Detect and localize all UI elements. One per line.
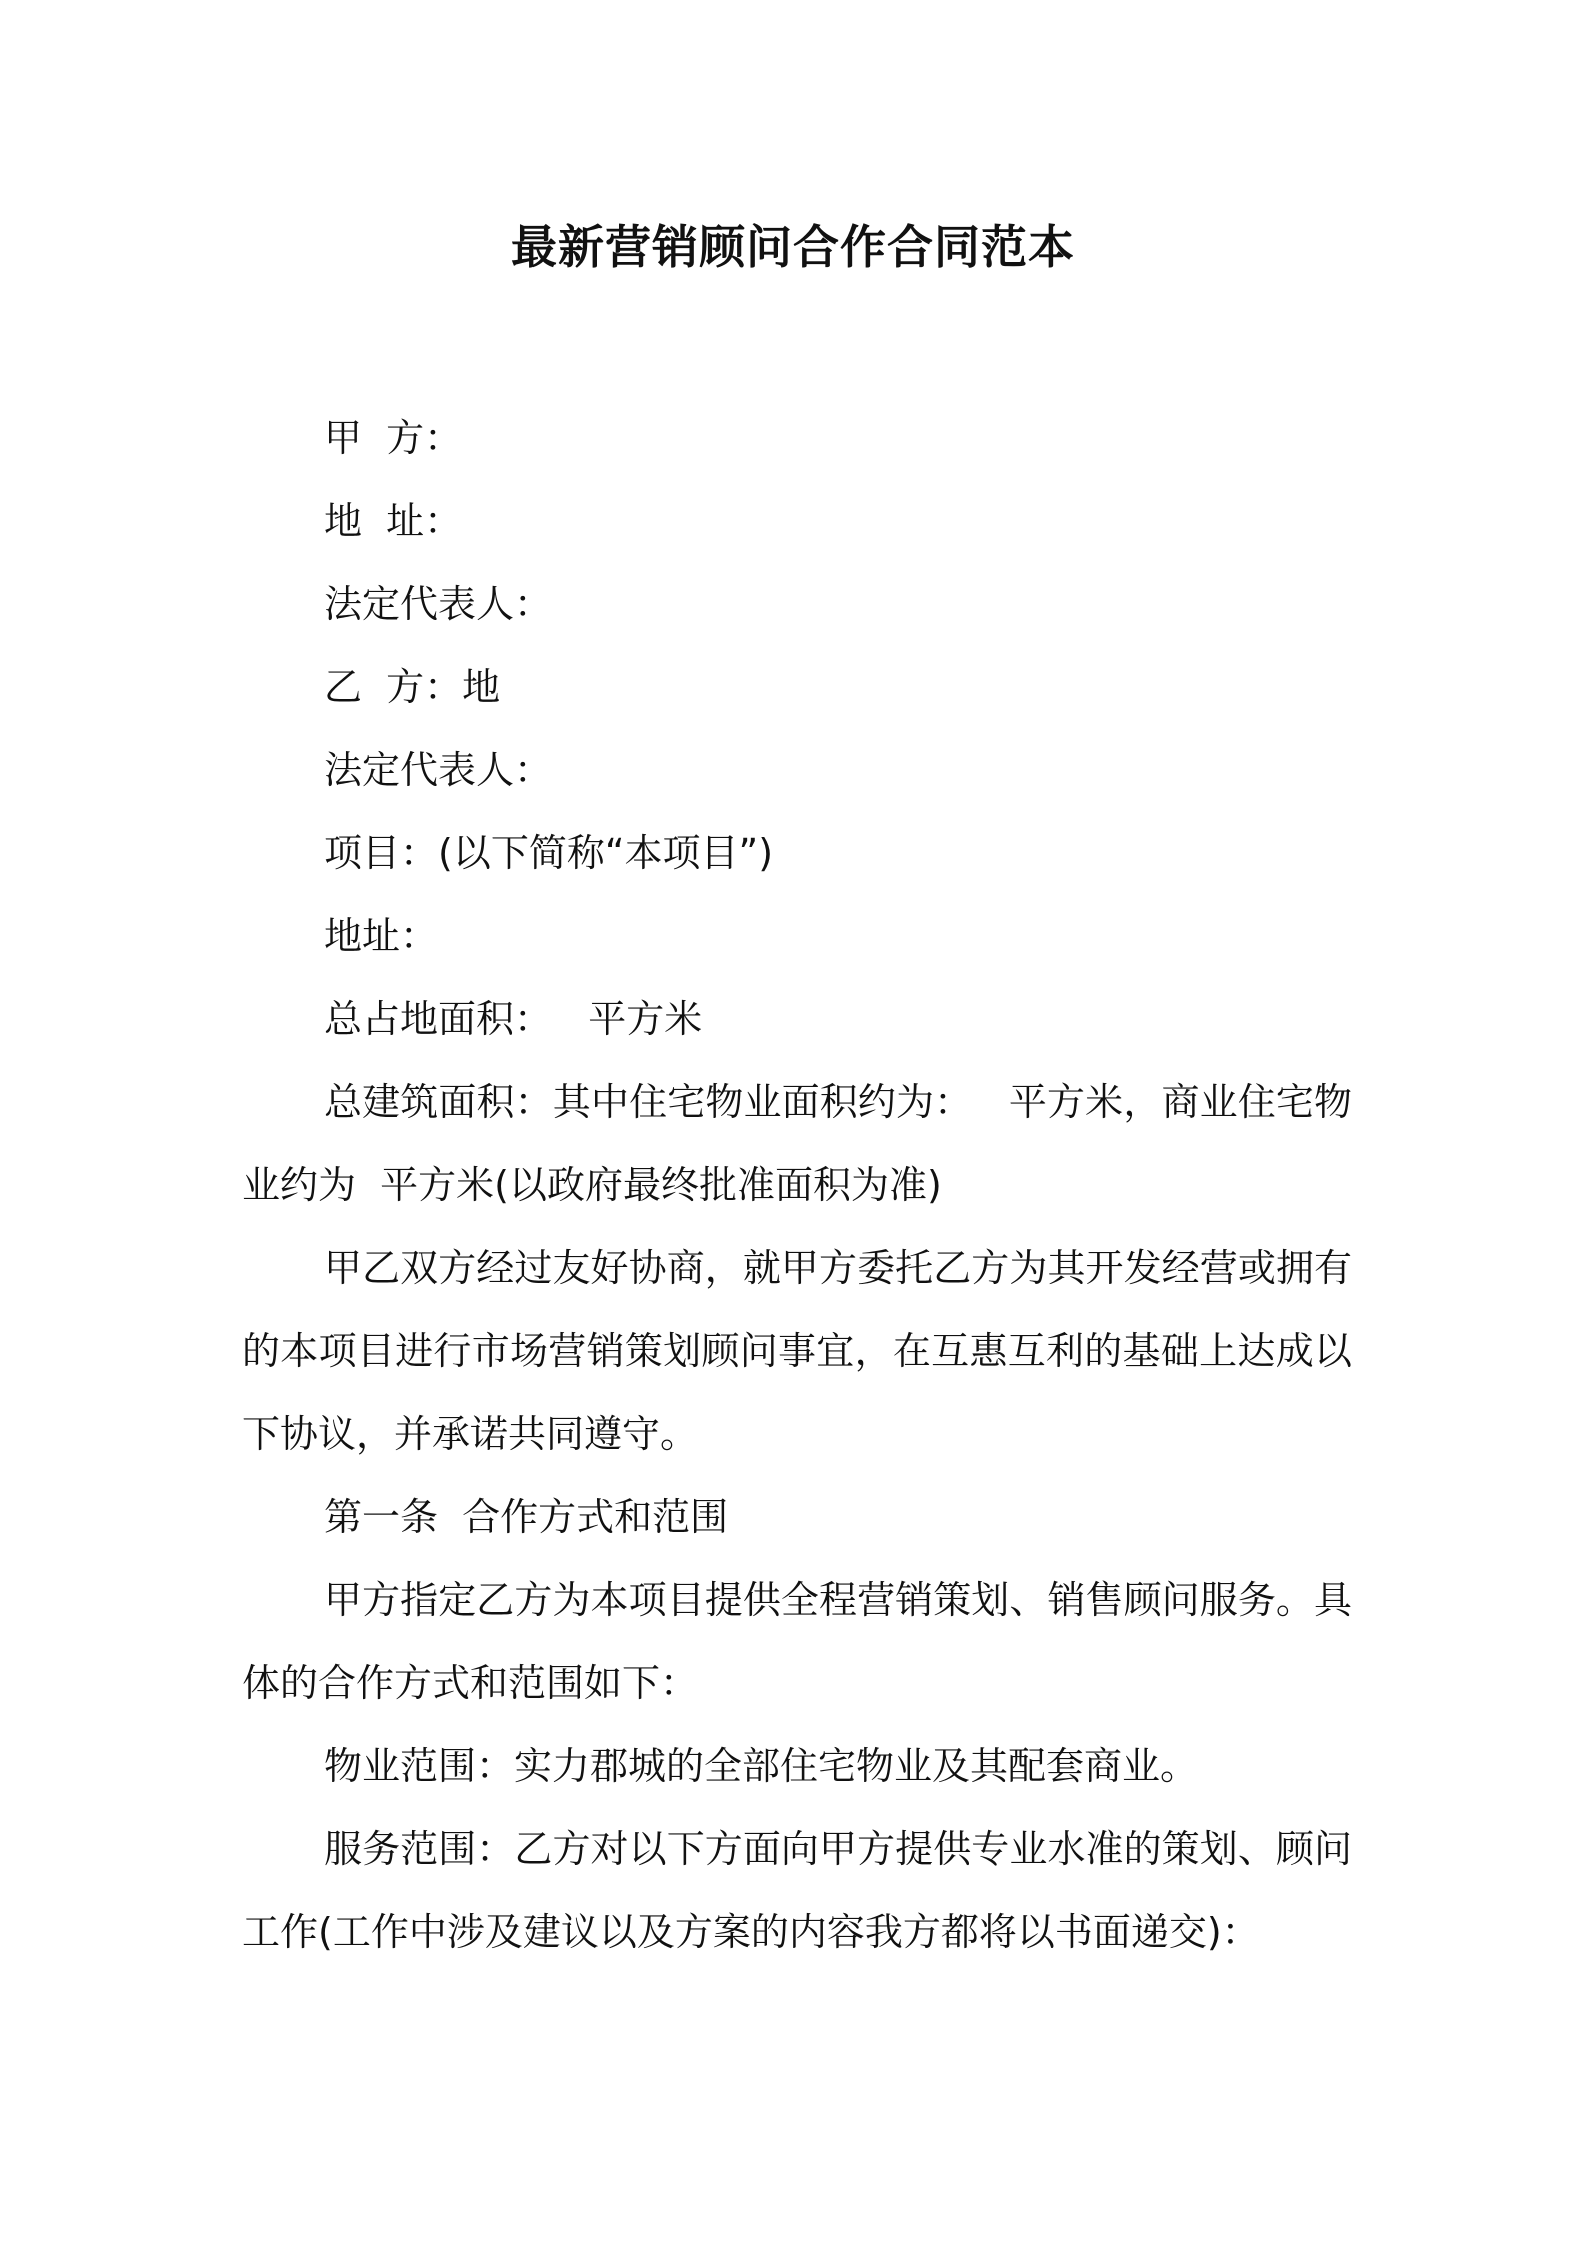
party-a-address-line: 地 址： [324,499,463,543]
party-b-line: 乙 方：地 [324,665,501,709]
project-line: 项目：(以下简称“本项目”) [324,831,774,875]
party-a-line: 甲 方： [324,416,463,460]
property-scope-line: 物业范围：实力郡城的全部住宅物业及其配套商业。 [324,1744,1199,1788]
party-a-representative-line: 法定代表人： [324,582,553,626]
party-b-representative-line: 法定代表人： [324,748,553,792]
article-one-paragraph: 甲方指定乙方为本项目提供全程营销策划、销售顾问服务。具体的合作方式和范围如下： [242,1578,1352,1705]
project-address-line: 地址： [324,914,439,958]
service-scope-paragraph: 服务范围：乙方对以下方面向甲方提供专业水准的策划、顾问工作(工作中涉及建议以及方案的内容我方都将以书面递交)： [242,1827,1352,1954]
article-one-heading: 第一条 合作方式和范围 [324,1495,729,1539]
total-building-area-paragraph: 总建筑面积：其中住宅物业面积约为： 平方米，商业住宅物业约为 平方米(以政府最终批准面积为准) [242,1080,1352,1207]
total-land-area-line: 总占地面积： 平方米 [324,997,703,1041]
document-body [242,397,1352,1974]
document-title: 最新营销顾问合作合同范本 [511,220,1075,274]
intro-paragraph: 甲乙双方经过友好协商，就甲方委托乙方为其开发经营或拥有的本项目进行市场营销策划顾问事宜，在互惠互利的基础上达成以下协议，并承诺共同遵守。 [242,1246,1352,1456]
